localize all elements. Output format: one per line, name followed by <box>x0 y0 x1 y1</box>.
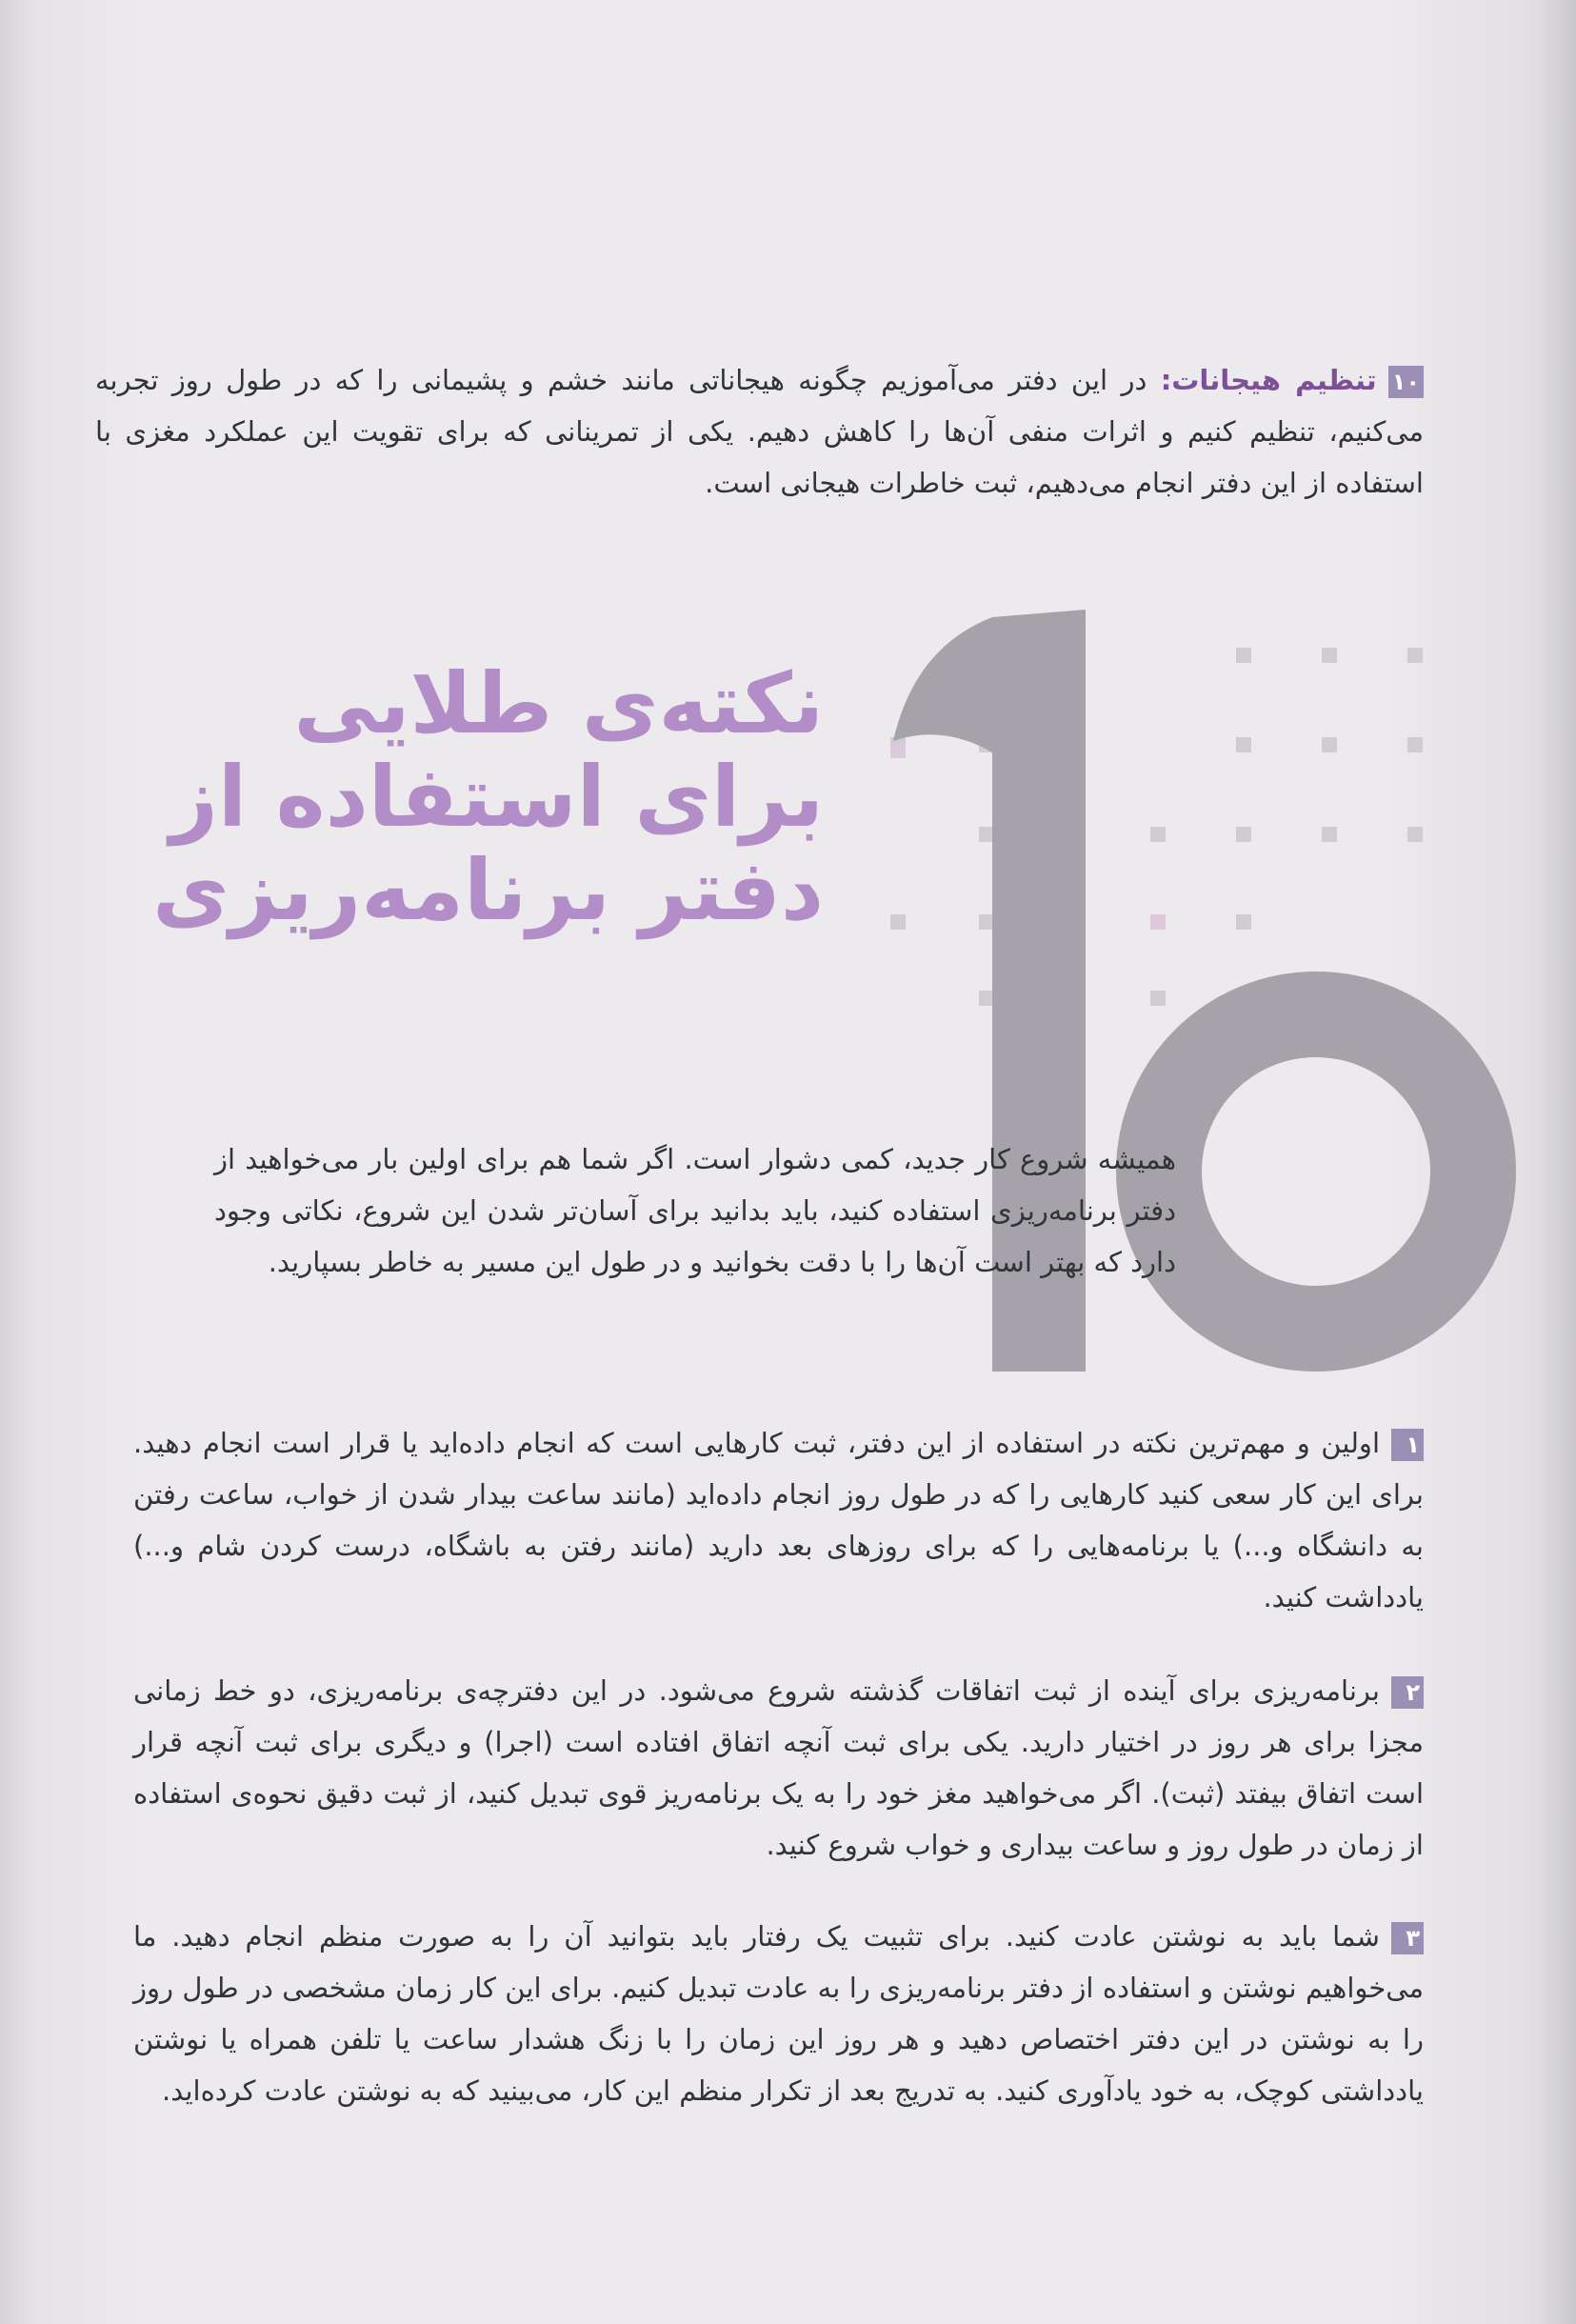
tip-text: شما باید به نوشتن عادت کنید. برای تثبیت یک رفتار باید بتوانید آن را به صورت منظم انجام دهید. ما می‌خواهیم نوشتن و استفاده از دفتر برنامه‌ریزی را به عادت تبدیل کنیم. برای این کار زمان مشخصی در طول روز را به نوشتن در این دفتر اختصاص دهید و هر روز این زمان را با زنگ هشدار ساعت یا تلفن همراه یا نوشتن یادداشتی کوچک، به خود یادآوری کنید. به تدریج بعد از تکرار منظم این کار، می‌بینید که به نوشتن عادت کرده‌اید. <box>133 1920 1424 2107</box>
tip-2 <box>133 1665 1424 1871</box>
title-line-1: نکته‌ی طلایی <box>293 654 824 752</box>
page-edge-shadow <box>1538 0 1576 2324</box>
lead-paragraph: همیشه شروع کار جدید، کمی دشوار است. اگر شما هم برای اولین بار می‌خواهید از دفتر برنامه‌ریزی استفاده کنید، باید بدانید برای آسان‌تر شدن این شروع، نکاتی وجود دارد که بهتر است آن‌ها را با دقت بخوانید و در طول این مسیر به خاطر بسپارید. <box>214 1143 1176 1278</box>
item-marker: ۱۰ <box>1388 366 1424 398</box>
intro-paragraph <box>95 354 1424 509</box>
title-line-3: دفتر برنامه‌ریزی <box>152 841 824 939</box>
intro-text: در این دفتر می‌آموزیم چگونه هیجاناتی مانند خشم و پشیمانی را که در طول روز تجربه می‌کنیم، تنظیم کنیم و اثرات منفی آن‌ها را کاهش دهیم. یکی از تمرینانی که برای تقویت این عملکرد مغزی با استفاده از این دفتر انجام می‌دهیم، ثبت خاطرات هیجانی است. <box>95 364 1424 499</box>
tip-marker: ۲ <box>1391 1676 1424 1709</box>
tip-marker: ۳ <box>1391 1922 1424 1954</box>
tip-text: برنامه‌ریزی برای آینده از ثبت اتفاقات گذشته شروع می‌شود. در این دفترچه‌ی برنامه‌ریزی، دو خط زمانی مجزا برای هر روز در اختیار دارید. یکی برای ثبت آنچه اتفاق افتاده است (اجرا) و دیگری برای ثبت آنچه قرار است اتفاق بیفتد (ثبت). اگر می‌خواهید مغز خود را به یک برنامه‌ریز قوی تبدیل کنید، از ثبت دقیق نحوه‌ی استفاده از زمان در طول روز و ساعت بیداری و خواب شروع کنید. <box>133 1674 1424 1861</box>
numeral-zero-shape <box>1116 972 1516 1372</box>
tip-marker: ۱ <box>1391 1429 1424 1461</box>
title-line-2: برای استفاده از <box>170 748 824 846</box>
tip-text: اولین و مهم‌ترین نکته در استفاده از این دفتر، ثبت کارهایی است که انجام داده‌اید یا قرار است انجام دهید. برای این کار سعی کنید کارهایی را که در طول روز انجام داده‌اید (مانند ساعت بیدار شدن از خواب، ساعت رفتن به دانشگاه و...) یا برنامه‌هایی را که برای روزهای بعد دارید (مانند رفتن به باشگاه، درست کردن شام و...) یادداشت کنید. <box>133 1427 1424 1613</box>
page-title <box>152 654 824 939</box>
tip-1 <box>133 1417 1424 1623</box>
tip-3 <box>133 1911 1424 2116</box>
item-term: تنظیم هیجانات: <box>1160 364 1377 396</box>
